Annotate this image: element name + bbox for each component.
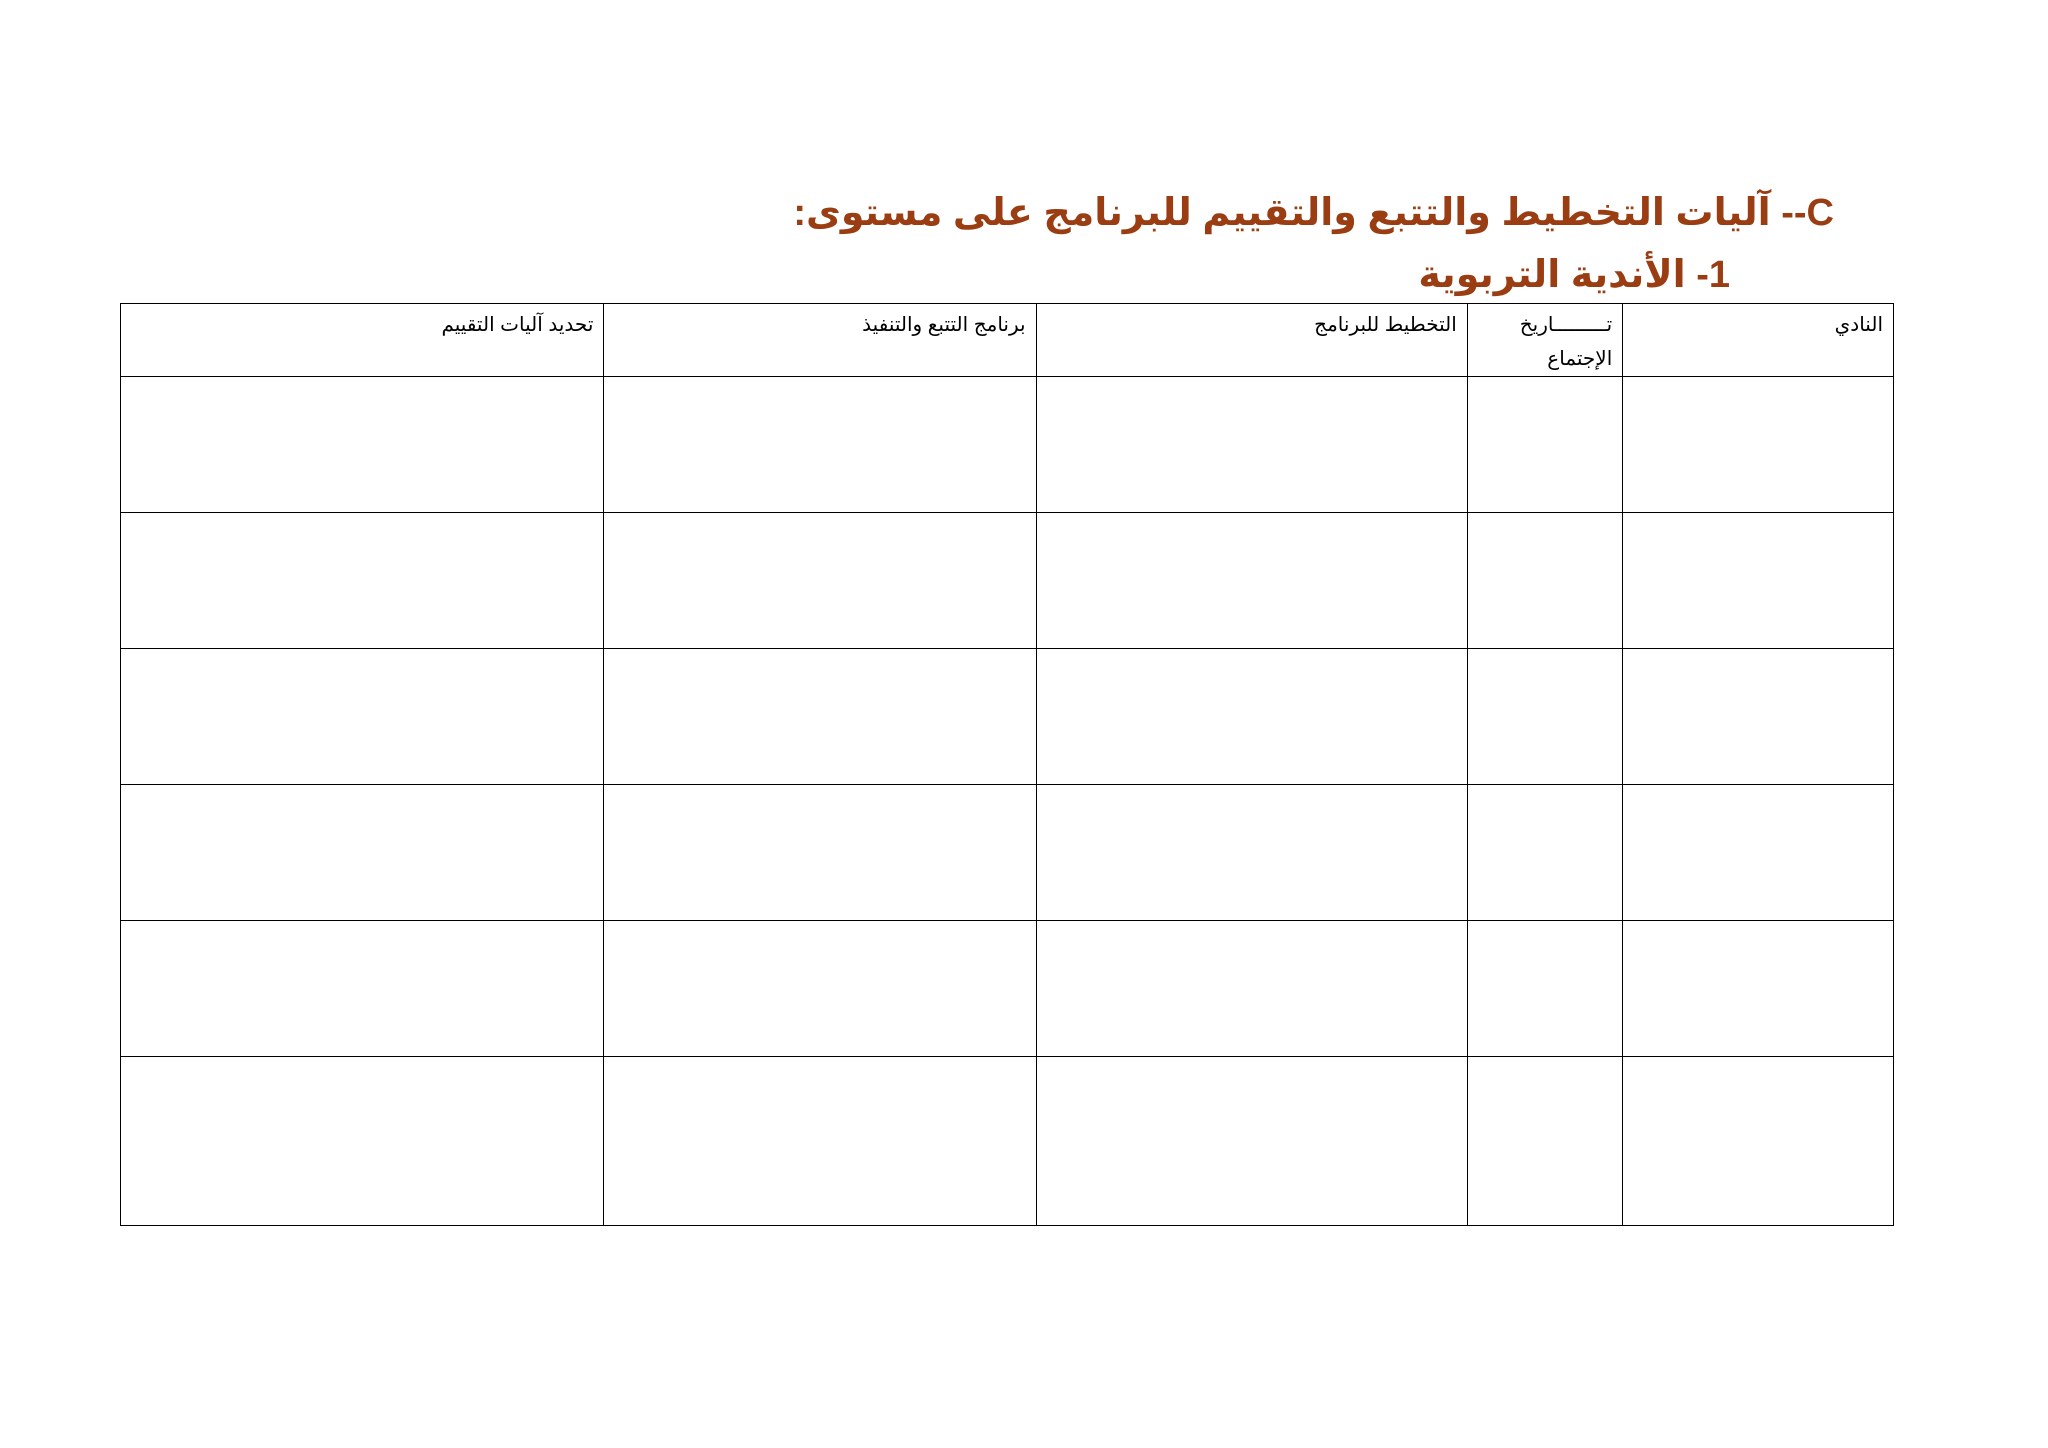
cell-planning[interactable] — [1036, 649, 1467, 785]
header-meeting-date-line1: تـــــــــاريخ — [1519, 314, 1613, 336]
cell-evaluation[interactable] — [121, 649, 604, 785]
table-row — [121, 377, 1894, 513]
section-heading: C-- آليات التخطيط والتتبع والتقييم للبرنامج على مستوى: — [793, 192, 1834, 234]
cell-planning[interactable] — [1036, 513, 1467, 649]
header-evaluation-mechanisms — [121, 304, 604, 377]
cell-date[interactable] — [1467, 785, 1622, 921]
cell-date[interactable] — [1467, 921, 1622, 1057]
cell-evaluation[interactable] — [121, 377, 604, 513]
cell-club[interactable] — [1623, 649, 1894, 785]
cell-evaluation[interactable] — [121, 513, 604, 649]
cell-club[interactable] — [1623, 921, 1894, 1057]
table-row — [121, 649, 1894, 785]
table-row — [121, 921, 1894, 1057]
header-program-planning-label: التخطيط للبرنامج — [1314, 314, 1457, 336]
cell-tracking[interactable] — [604, 921, 1036, 1057]
header-tracking-execution — [604, 304, 1036, 377]
header-meeting-date-line2: الإجتماع — [1547, 348, 1613, 370]
cell-club[interactable] — [1623, 377, 1894, 513]
cell-club[interactable] — [1623, 785, 1894, 921]
table-row — [121, 513, 1894, 649]
cell-tracking[interactable] — [604, 1057, 1036, 1226]
header-club — [1623, 304, 1894, 377]
table-row — [121, 1057, 1894, 1226]
cell-planning[interactable] — [1036, 921, 1467, 1057]
cell-planning[interactable] — [1036, 785, 1467, 921]
header-program-planning — [1036, 304, 1467, 377]
cell-date[interactable] — [1467, 1057, 1622, 1226]
cell-tracking[interactable] — [604, 649, 1036, 785]
subheading-educational-clubs: 1- الأندية التربوية — [1418, 254, 1730, 296]
cell-date[interactable] — [1467, 649, 1622, 785]
header-tracking-execution-label: برنامج التتبع والتنفيذ — [862, 314, 1026, 336]
table-row — [121, 785, 1894, 921]
cell-tracking[interactable] — [604, 785, 1036, 921]
cell-evaluation[interactable] — [121, 1057, 604, 1226]
table-header-row — [121, 304, 1894, 377]
cell-tracking[interactable] — [604, 513, 1036, 649]
planning-table — [120, 303, 1894, 1226]
cell-planning[interactable] — [1036, 377, 1467, 513]
cell-date[interactable] — [1467, 377, 1622, 513]
header-meeting-date — [1467, 304, 1622, 377]
header-club-label: النادي — [1834, 314, 1883, 336]
cell-tracking[interactable] — [604, 377, 1036, 513]
cell-planning[interactable] — [1036, 1057, 1467, 1226]
cell-date[interactable] — [1467, 513, 1622, 649]
header-evaluation-mechanisms-label: تحديد آليات التقييم — [441, 314, 594, 336]
cell-club[interactable] — [1623, 513, 1894, 649]
cell-evaluation[interactable] — [121, 921, 604, 1057]
cell-club[interactable] — [1623, 1057, 1894, 1226]
cell-evaluation[interactable] — [121, 785, 604, 921]
